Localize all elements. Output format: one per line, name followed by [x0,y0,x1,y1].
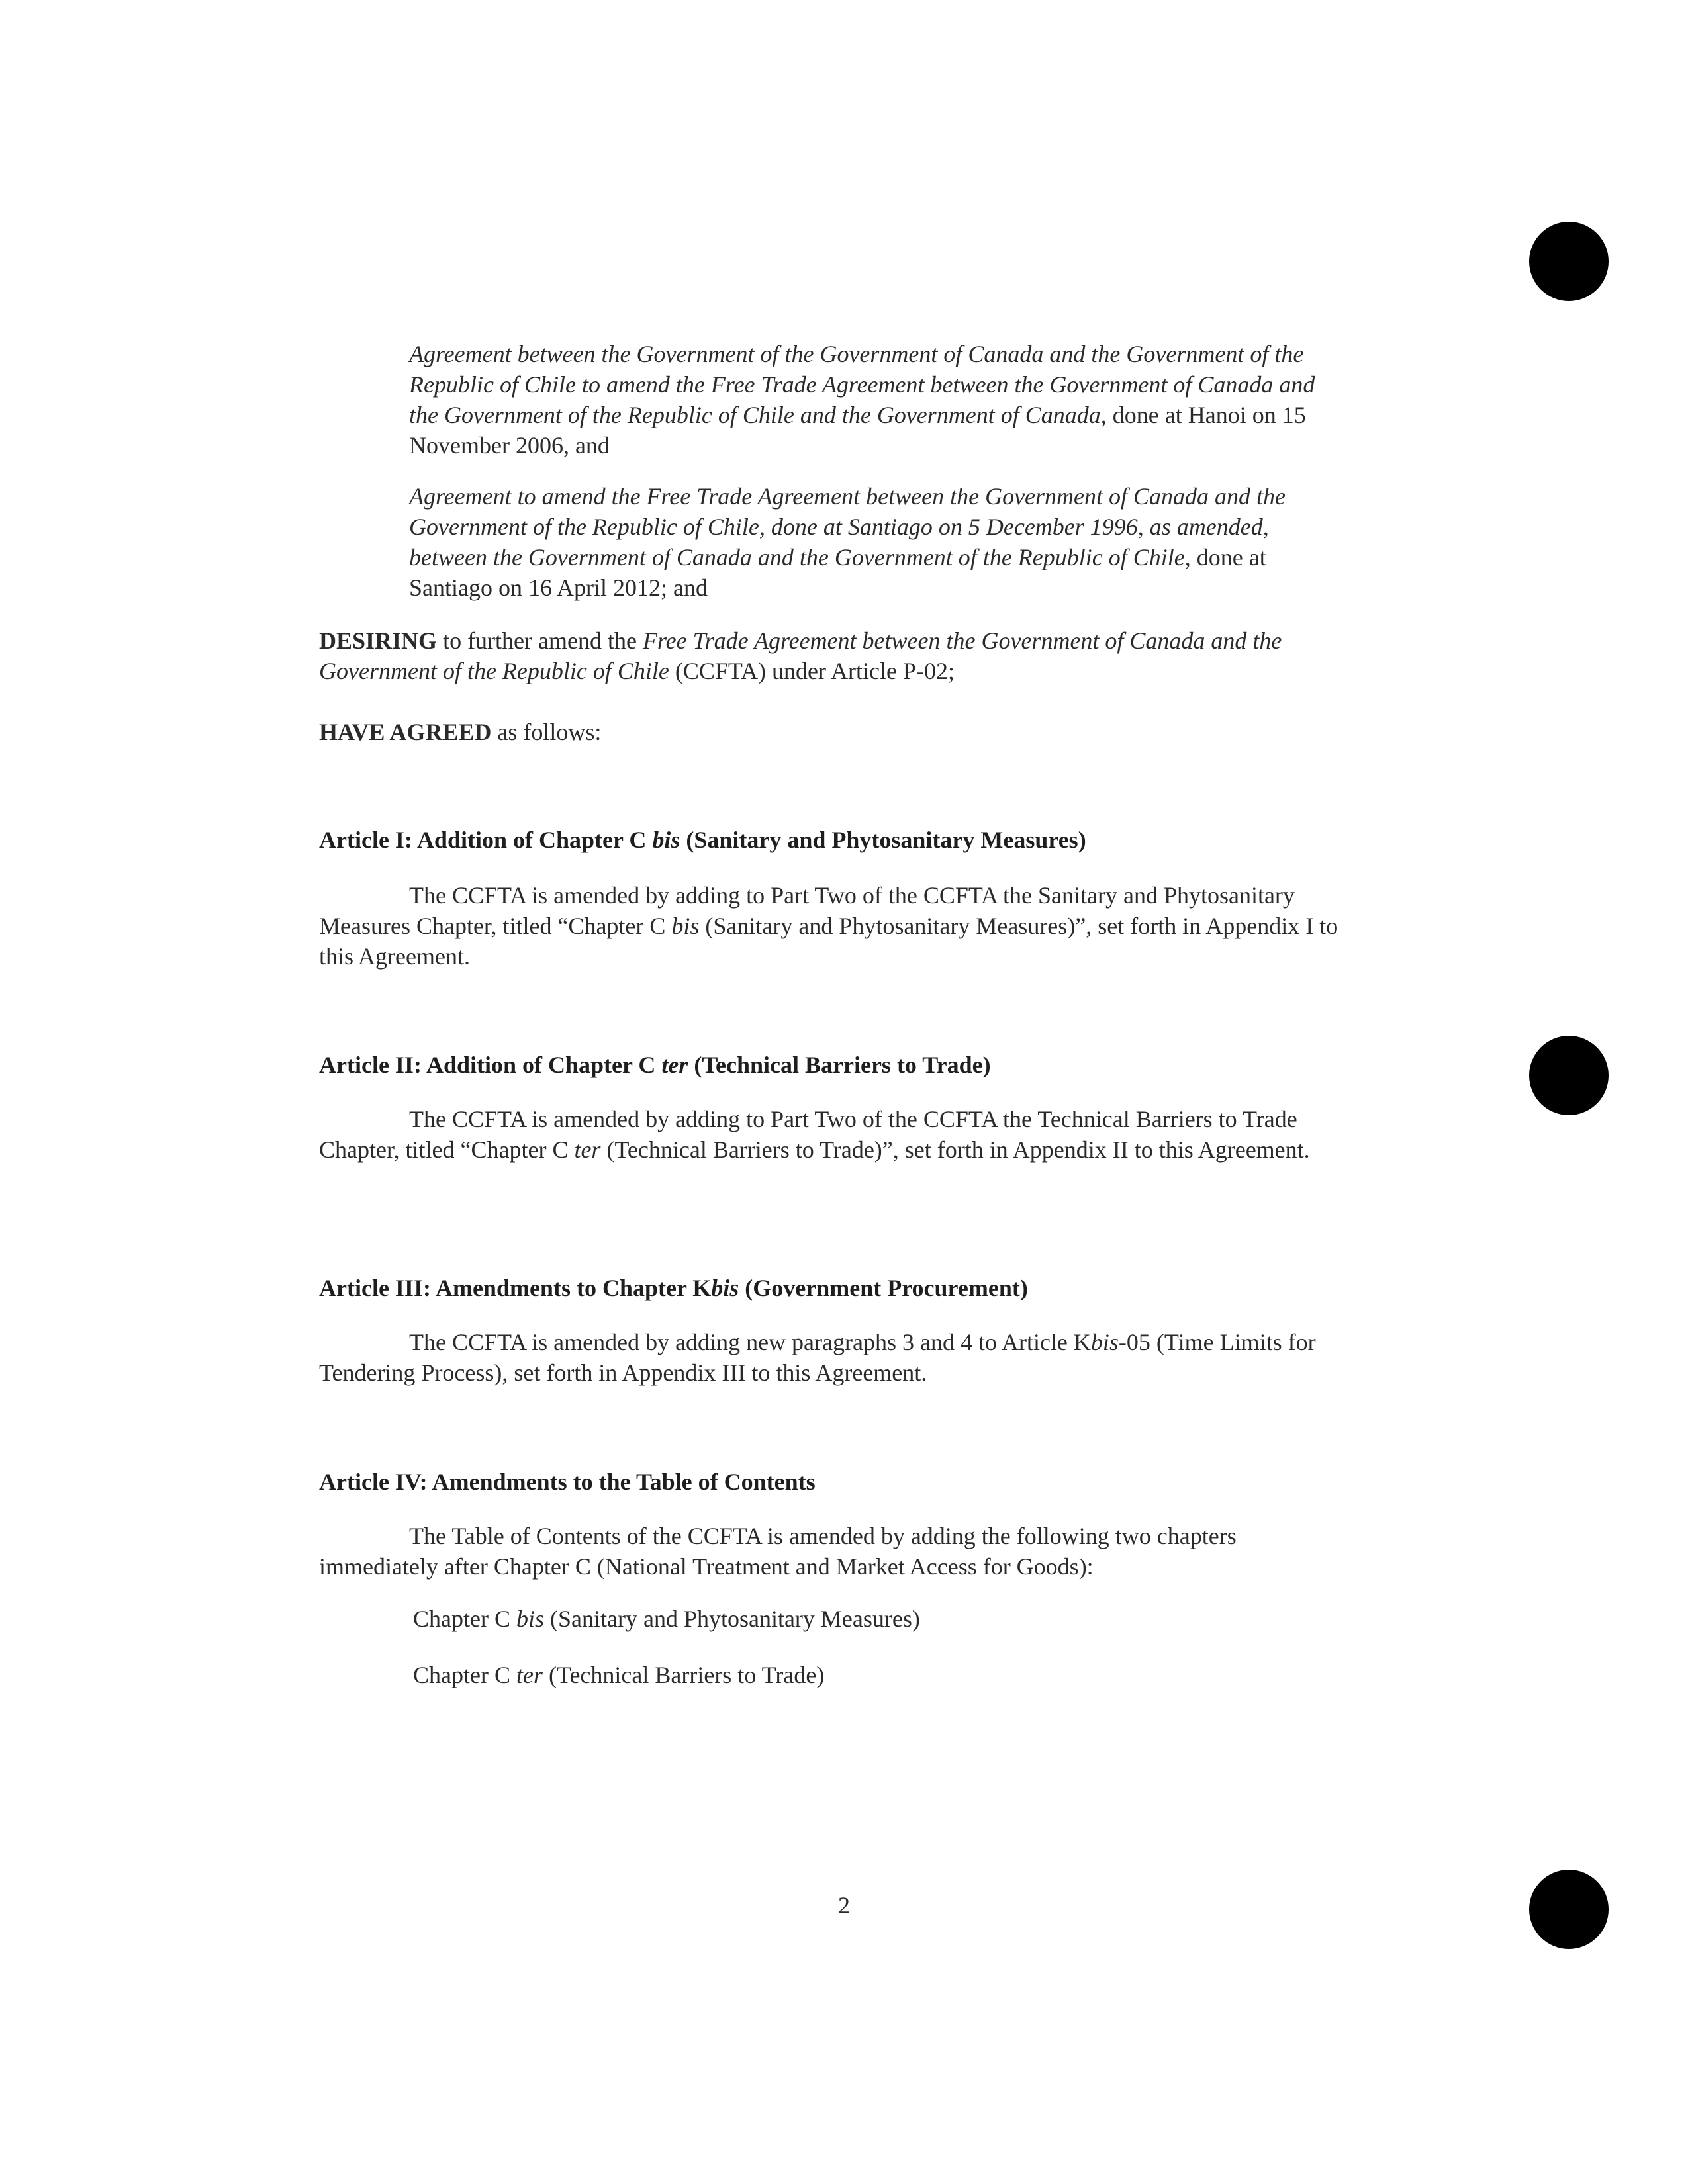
desiring-text-2: (CCFTA) under Article P-02; [675,658,955,684]
agreed-label: HAVE AGREED [319,719,492,745]
toc-line-1-it: bis [516,1606,544,1632]
article-1-heading-it: bis [652,827,680,853]
article-1-body-it: bis [671,913,700,939]
article-3-heading [0,1274,1338,1302]
article-2-heading-pre: Article II: Addition of Chapter C [319,1052,656,1078]
page-number: 2 [838,1892,850,1919]
desiring-text-1: to further amend the [443,627,637,654]
article-1-heading-pre: Article I: Addition of Chapter C [319,827,647,853]
article-2-body [0,1104,1338,1165]
desiring-paragraph [0,625,1338,686]
article-1-body-pre: The CCFTA is amended by adding to Part Two of the CCFTA the Sanitary and Phytosanitary Measures Chapter, titled “Chapter C [319,882,1295,939]
article-1-body [0,880,1338,972]
article-3-body [0,1327,1338,1388]
toc-line-1 [0,1604,1688,1634]
toc-line-2-post: (Technical Barriers to Trade) [548,1662,825,1688]
preamble-paragraph-1 [0,339,1336,461]
article-3-body-post: -05 (Time Limits for Tendering Process), set forth in Appendix III to this Agreement. [319,1329,1316,1386]
preamble-2-italic: Agreement to amend the Free Trade Agreement between the Government of Canada and the Government of the Republic of Chile, done at Santiago on 5 December 1996, as amended, between the Government of Canada and the Government of the Republic of Chile, [409,483,1286,570]
toc-line-1-post: (Sanitary and Phytosanitary Measures) [550,1606,920,1632]
article-4-heading [0,1468,1338,1496]
article-2-heading-it: ter [661,1052,688,1078]
article-2-body-it: ter [574,1136,601,1163]
desiring-italic: Free Trade Agreement between the Government of Canada and the Government of the Republic of Chile [319,627,1282,684]
article-2-heading-post: (Technical Barriers to Trade) [694,1052,991,1078]
article-1-heading [0,826,1338,854]
desiring-label: DESIRING [319,627,438,654]
article-3-heading-it: bis [711,1275,739,1301]
article-2-heading [0,1051,1338,1079]
toc-line-2 [0,1660,1688,1690]
toc-line-2-it: ter [516,1662,543,1688]
preamble-2-text: done at Santiago on 16 April 2012; and [409,544,1266,601]
toc-line-1-pre: Chapter C [413,1606,510,1632]
article-3-body-pre: The CCFTA is amended by adding new paragraphs 3 and 4 to Article K [409,1329,1091,1355]
preamble-1-text: done at Hanoi on 15 November 2006, and [409,402,1306,459]
preamble-1-italic: Agreement between the Government of the Government of Canada and the Government of the Republic of Chile to amend the Free Trade Agreement between the Government of Canada and the Government of the Republic of Chile and the Government of Canada, [409,341,1315,428]
agreed-paragraph [0,717,1338,747]
article-3-body-it: bis [1090,1329,1119,1355]
punch-hole-middle [1529,1036,1609,1115]
article-3-heading-pre: Article III: Amendments to Chapter K [319,1275,712,1301]
article-4-body-text: The Table of Contents of the CCFTA is amended by adding the following two chapters immediately after Chapter C (National Treatment and Market Access for Goods): [319,1523,1237,1580]
punch-hole-top [1529,222,1609,301]
article-4-heading-text: Article IV: Amendments to the Table of Contents [319,1469,816,1495]
preamble-paragraph-2 [0,481,1336,603]
article-2-body-pre: The CCFTA is amended by adding to Part Two of the CCFTA the Technical Barriers to Trade Chapter, titled “Chapter C [319,1106,1297,1163]
toc-line-2-pre: Chapter C [413,1662,510,1688]
article-3-heading-post: (Government Procurement) [745,1275,1028,1301]
agreed-text: as follows: [497,719,602,745]
article-2-body-post: (Technical Barriers to Trade)”, set forth in Appendix II to this Agreement. [606,1136,1310,1163]
article-4-body [0,1521,1338,1582]
article-1-heading-post: (Sanitary and Phytosanitary Measures) [686,827,1086,853]
article-1-body-post: (Sanitary and Phytosanitary Measures)”, set forth in Appendix I to this Agreement. [319,913,1338,970]
